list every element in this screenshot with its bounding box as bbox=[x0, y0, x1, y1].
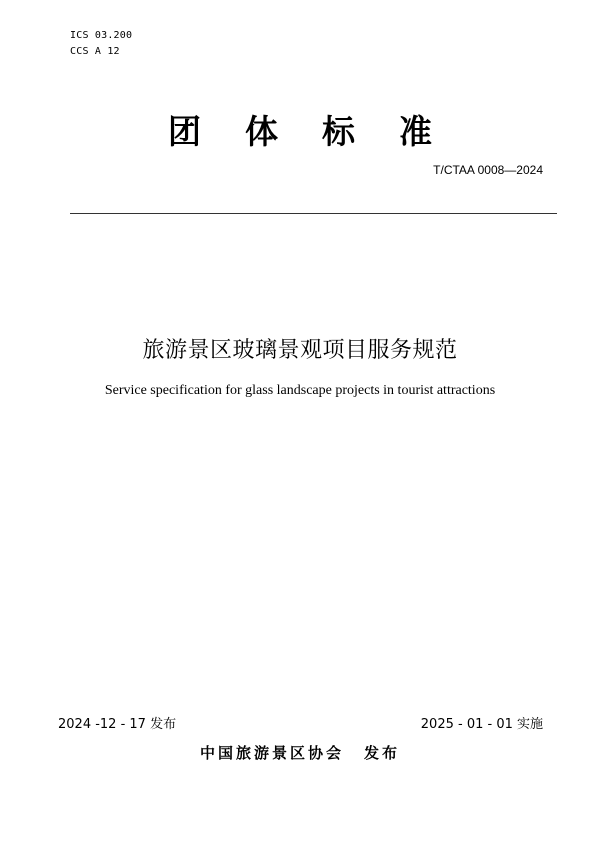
publisher-line bbox=[0, 743, 600, 763]
standard-type-heading: 团体标准 bbox=[168, 112, 476, 151]
publish-label: 发布 bbox=[364, 744, 401, 762]
publisher-name: 中国旅游景区协会 bbox=[199, 744, 344, 762]
document-title-english: Service specification for glass landscape projects in tourist attractions bbox=[104, 383, 496, 398]
header-divider bbox=[70, 213, 557, 214]
issue-date: 2024 -12 - 17 发布 bbox=[58, 717, 177, 732]
document-title-chinese: 旅游景区玻璃景观项目服务规范 bbox=[142, 338, 458, 363]
standard-number: T/CTAA 0008—2024 bbox=[433, 163, 543, 177]
implementation-date: 2025 - 01 - 01 实施 bbox=[420, 717, 543, 732]
ccs-code: CCS A 12 bbox=[70, 46, 120, 57]
ics-code: ICS 03.200 bbox=[70, 30, 133, 41]
